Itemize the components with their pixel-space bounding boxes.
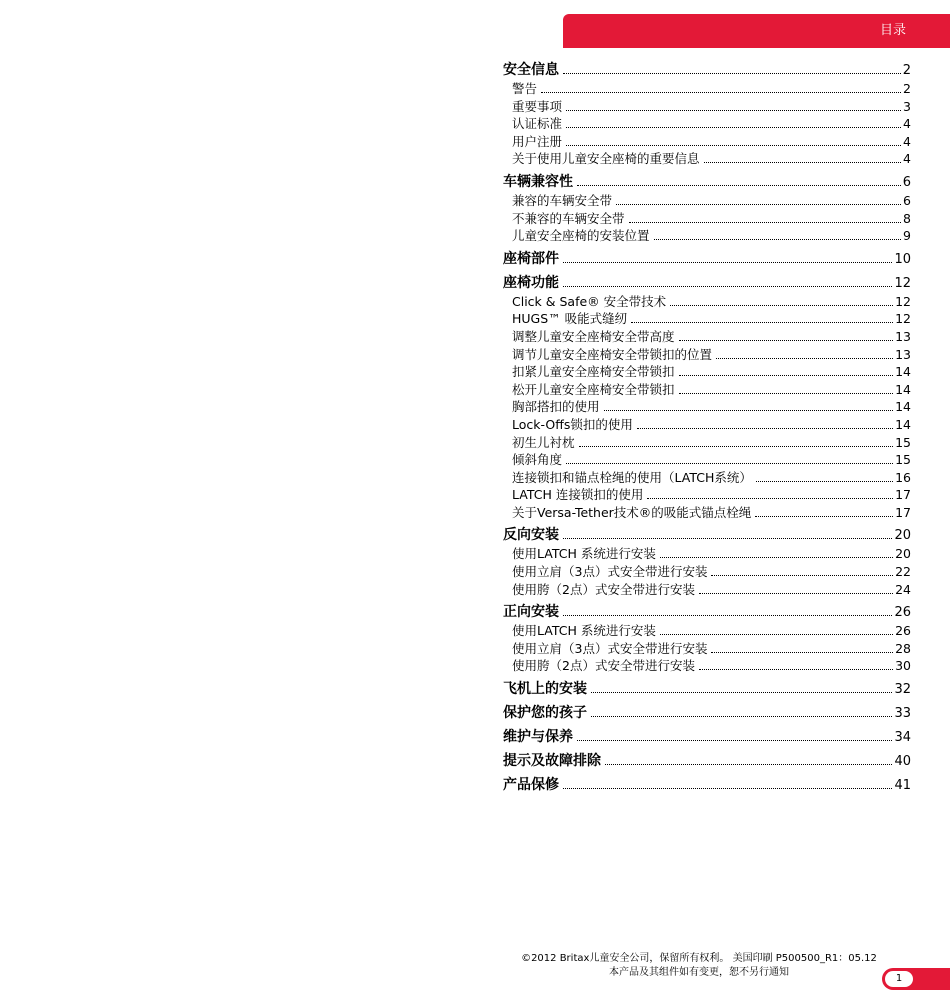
- toc-entry-row[interactable]: [503, 310, 911, 328]
- toc-entry-label: 使用胯（2点）式安全带进行安装: [512, 581, 695, 597]
- toc-entry-row[interactable]: [503, 486, 911, 504]
- toc-dot-leader: [699, 669, 893, 670]
- toc-page-number: 34: [894, 730, 911, 746]
- toc-entry-row[interactable]: [503, 328, 911, 346]
- toc-page-number: 8: [903, 210, 911, 226]
- toc-entry-label: 胸部搭扣的使用: [512, 399, 600, 415]
- toc-entry-row[interactable]: [503, 469, 911, 487]
- toc-entry-row[interactable]: [503, 293, 911, 311]
- toc-entry-row[interactable]: [503, 640, 911, 658]
- toc-dot-leader: [699, 593, 893, 594]
- toc-dot-leader: [566, 110, 901, 111]
- toc-section-row[interactable]: [503, 249, 911, 269]
- toc-section-row[interactable]: [503, 60, 911, 80]
- toc-dot-leader: [704, 162, 902, 163]
- toc-entry-label: 产品保修: [503, 777, 559, 794]
- toc-entry-row[interactable]: [503, 657, 911, 675]
- toc-dot-leader: [541, 92, 901, 93]
- toc-entry-row[interactable]: [503, 545, 911, 563]
- toc-page-number: 26: [895, 623, 911, 639]
- toc-entry-label: 使用胯（2点）式安全带进行安装: [512, 658, 695, 674]
- toc-page-number: 4: [903, 116, 911, 132]
- toc-entry-label: Click & Safe® 安全带技术: [512, 293, 667, 309]
- toc-entry-label: 安全信息: [503, 62, 559, 78]
- toc-entry-row[interactable]: [503, 363, 911, 381]
- page-number: 1: [885, 971, 913, 987]
- toc-entry-label: 关于Versa-Tether技术®的吸能式锚点栓绳: [512, 504, 752, 520]
- toc-page-number: 12: [895, 311, 911, 327]
- toc-dot-leader: [631, 322, 893, 323]
- toc-entry-label: 使用立肩（3点）式安全带进行安装: [512, 564, 708, 580]
- toc-page-number: 9: [903, 228, 911, 244]
- toc-dot-leader: [566, 463, 893, 464]
- toc-page-number: 15: [895, 434, 911, 450]
- toc-section-row[interactable]: [503, 602, 911, 622]
- toc-entry-row[interactable]: [503, 451, 911, 469]
- toc-entry-row[interactable]: [503, 416, 911, 434]
- toc-dot-leader: [679, 340, 894, 341]
- toc-page-number: 33: [894, 706, 911, 722]
- toc-dot-leader: [755, 516, 893, 517]
- toc-page-number: 6: [903, 192, 911, 208]
- toc-page-number: 17: [895, 487, 911, 503]
- toc-dot-leader: [670, 305, 893, 306]
- toc-entry-label: LATCH 连接锁扣的使用: [512, 487, 644, 503]
- toc-entry-label: 兼容的车辆安全带: [512, 192, 613, 208]
- toc-entry-row[interactable]: [503, 381, 911, 399]
- toc-dot-leader: [563, 788, 892, 789]
- toc-page-number: 24: [895, 581, 911, 597]
- toc-entry-label: 座椅部件: [503, 250, 559, 267]
- toc-page-number: 14: [895, 364, 911, 380]
- toc-dot-leader: [616, 204, 901, 205]
- toc-entry-label: 使用LATCH 系统进行安装: [512, 623, 656, 639]
- toc-entry-label: 维护与保养: [503, 729, 573, 746]
- toc-entry-label: 认证标准: [512, 116, 563, 132]
- toc-section-row[interactable]: [503, 273, 911, 293]
- toc-entry-row[interactable]: [503, 210, 911, 228]
- toc-page-number: 10: [894, 251, 911, 267]
- toc-dot-leader: [563, 286, 892, 287]
- toc-page-number: 4: [903, 133, 911, 149]
- toc-entry-label: 反向安装: [503, 527, 559, 544]
- toc-page-number: 4: [903, 151, 911, 167]
- toc-entry-row[interactable]: [503, 346, 911, 364]
- toc-entry-label: 重要事项: [512, 98, 563, 114]
- toc-page-number: 13: [895, 346, 911, 362]
- toc-section-row[interactable]: [503, 703, 911, 723]
- toc-dot-leader: [604, 410, 894, 411]
- toc-entry-row[interactable]: [503, 133, 911, 151]
- toc-entry-row[interactable]: [503, 504, 911, 522]
- toc-page-number: 6: [902, 174, 911, 190]
- toc-section-row[interactable]: [503, 679, 911, 699]
- toc-page-number: 12: [895, 293, 911, 309]
- toc-dot-leader: [711, 575, 893, 576]
- toc-entry-row[interactable]: [503, 115, 911, 133]
- toc-entry-row[interactable]: [503, 150, 911, 168]
- toc-dot-leader: [566, 127, 901, 128]
- toc-entry-label: Lock-Offs锁扣的使用: [512, 416, 633, 432]
- toc-page-number: 26: [894, 605, 911, 621]
- toc-page-number: 2: [903, 81, 911, 96]
- toc-entry-label: 不兼容的车辆安全带: [512, 210, 625, 226]
- toc-page-number: 16: [895, 469, 911, 485]
- toc-dot-leader: [660, 557, 893, 558]
- toc-dot-leader: [654, 239, 902, 240]
- toc-entry-label: 扣紧儿童安全座椅安全带锁扣: [512, 364, 675, 380]
- toc-dot-leader: [566, 145, 901, 146]
- toc-page-number: 14: [895, 381, 911, 397]
- header-bar: [563, 14, 950, 48]
- toc-section-row[interactable]: [503, 525, 911, 545]
- toc-entry-label: 座椅功能: [503, 274, 559, 291]
- toc-entry-label: 儿童安全座椅的安装位置: [512, 228, 650, 244]
- toc-page-number: 20: [894, 528, 911, 544]
- toc-dot-leader: [563, 262, 892, 263]
- toc-entry-row[interactable]: [503, 622, 911, 640]
- toc-entry-label: 松开儿童安全座椅安全带锁扣: [512, 381, 675, 397]
- toc-dot-leader: [716, 358, 893, 359]
- toc-dot-leader: [679, 393, 894, 394]
- toc-dot-leader: [577, 740, 892, 741]
- toc-entry-row[interactable]: [503, 398, 911, 416]
- toc-entry-row[interactable]: [503, 80, 911, 98]
- toc-page-number: 28: [895, 640, 911, 656]
- toc-page-number: 2: [902, 63, 911, 78]
- toc-entry-label: 警告: [512, 81, 538, 96]
- toc-entry-label: 调整儿童安全座椅安全带高度: [512, 328, 675, 344]
- toc-entry-label: 倾斜角度: [512, 452, 563, 468]
- toc-dot-leader: [577, 185, 901, 186]
- toc-dot-leader: [591, 716, 892, 717]
- toc-dot-leader: [637, 428, 893, 429]
- toc-page-number: 22: [895, 564, 911, 580]
- table-of-contents: [503, 60, 911, 795]
- toc-entry-label: 用户注册: [512, 133, 563, 149]
- toc-page-number: 14: [895, 416, 911, 432]
- toc-entry-row[interactable]: [503, 98, 911, 116]
- toc-entry-label: 使用立肩（3点）式安全带进行安装: [512, 640, 708, 656]
- toc-section-row[interactable]: [503, 775, 911, 795]
- toc-entry-label: 车辆兼容性: [503, 173, 573, 190]
- toc-page-number: 14: [895, 399, 911, 415]
- toc-page-number: 40: [894, 754, 911, 770]
- toc-dot-leader: [647, 498, 893, 499]
- footer-copyright: ©2012 Britax儿童安全公司，保留所有权利。 美国印刷 P500500_R1：05.12: [521, 953, 877, 964]
- toc-dot-leader: [629, 222, 902, 223]
- toc-dot-leader: [605, 764, 892, 765]
- toc-entry-label: 初生儿衬枕: [512, 434, 575, 450]
- toc-dot-leader: [579, 446, 894, 447]
- toc-entry-label: 正向安装: [503, 604, 559, 621]
- toc-page-number: 13: [895, 328, 911, 344]
- toc-entry-label: 提示及故障排除: [503, 753, 601, 770]
- toc-dot-leader: [563, 73, 901, 74]
- toc-entry-label: 保护您的孩子: [503, 705, 587, 722]
- toc-dot-leader: [711, 652, 893, 653]
- toc-entry-label: HUGS™ 吸能式缝纫: [512, 311, 628, 327]
- toc-section-row[interactable]: [503, 172, 911, 192]
- toc-entry-row[interactable]: [503, 581, 911, 599]
- header-title: 目录: [879, 23, 906, 38]
- toc-page-number: 15: [895, 452, 911, 468]
- footer-notice: 本产品及其组件如有变更，恕不另行通知: [609, 967, 789, 978]
- toc-dot-leader: [563, 615, 892, 616]
- toc-entry-label: 飞机上的安装: [503, 681, 587, 698]
- toc-entry-row[interactable]: [503, 227, 911, 245]
- toc-dot-leader: [563, 538, 892, 539]
- toc-page-number: 17: [895, 504, 911, 520]
- toc-dot-leader: [756, 481, 893, 482]
- toc-page-number: 12: [894, 275, 911, 291]
- toc-entry-label: 连接锁扣和锚点栓绳的使用（LATCH系统）: [512, 469, 752, 485]
- toc-section-row[interactable]: [503, 727, 911, 747]
- page-tab: [882, 968, 950, 990]
- footer: [500, 952, 898, 980]
- toc-dot-leader: [591, 692, 892, 693]
- toc-page-number: 20: [895, 546, 911, 562]
- toc-dot-leader: [660, 634, 893, 635]
- toc-entry-row[interactable]: [503, 563, 911, 581]
- toc-entry-row[interactable]: [503, 192, 911, 210]
- toc-page-number: 3: [903, 98, 911, 114]
- toc-dot-leader: [679, 375, 894, 376]
- toc-page-number: 32: [894, 682, 911, 698]
- toc-entry-label: 关于使用儿童安全座椅的重要信息: [512, 151, 700, 167]
- toc-section-row[interactable]: [503, 751, 911, 771]
- toc-entry-label: 调节儿童安全座椅安全带锁扣的位置: [512, 346, 713, 362]
- toc-page-number: 30: [895, 658, 911, 674]
- toc-page-number: 41: [894, 778, 911, 794]
- toc-entry-label: 使用LATCH 系统进行安装: [512, 546, 656, 562]
- toc-entry-row[interactable]: [503, 434, 911, 452]
